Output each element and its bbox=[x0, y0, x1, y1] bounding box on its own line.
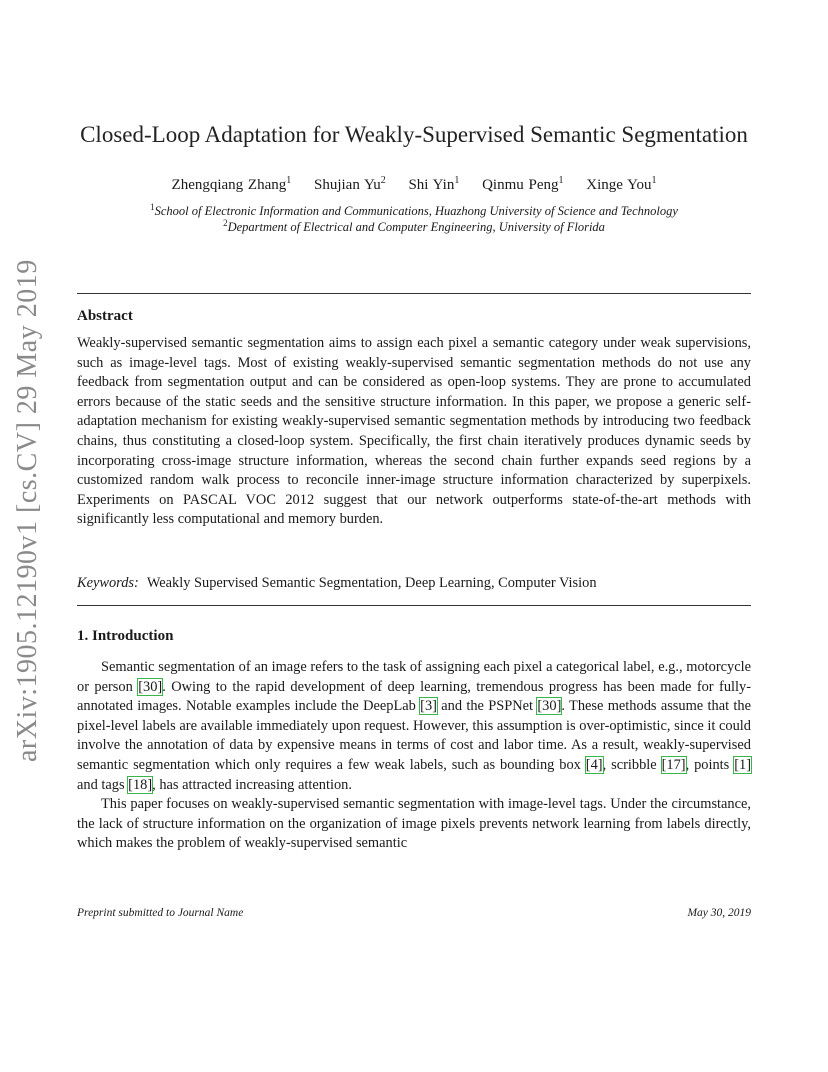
paragraph: Semantic segmentation of an image refers to the task of assigning each pixel a categorical label, e.g., motorcycle or person [30]. Owing to the rapid development of deep learning, tremendous progress has been made for fully-annotated images. Notable examples include the DeepLab [3] and the PSPNet [30]. These methods assume that the pixel-level labels are available immediately upon request. However, this assumption is over-optimistic, since it could involve the annotation of data by expensive means in terms of cost and labor time. As a result, weakly-supervised semantic segmentation which only requires a few weak labels, such as bounding box [4], scribble [17], points [1] and tags [18], has attracted increasing attention. bbox=[77, 659, 751, 793]
author-list bbox=[0, 175, 828, 194]
paper-title: Closed-Loop Adaptation for Weakly-Supervised Semantic Segmentation bbox=[80, 122, 748, 147]
affiliation: $^2$Department of Electrical and Computer Engineering, University of Florida bbox=[223, 218, 605, 235]
arxiv-identifier: arXiv:1905.12190v1 [cs.CV] 29 May 2019 bbox=[12, 259, 43, 762]
author: Shujian Yu$^2$ bbox=[314, 175, 386, 193]
introduction-heading: 1. Introduction bbox=[77, 628, 174, 644]
paragraph: This paper focuses on weakly-supervised semantic segmentation with image-level tags. Under the circumstance, the lack of structure information on the organization of image pixels prevents network learning from labels directly, which makes the problem of weakly-supervised semantic bbox=[77, 796, 751, 852]
abstract-text: Weakly-supervised semantic segmentation aims to assign each pixel a semantic category under weak supervisions, such as image-level tags. Most of existing weakly-supervised semantic segmentation methods do not use any feedback from segmentation output and can be considered as open-loop systems. They are prone to accumulated errors because of the static seeds and the sensitive structure information. In this paper, we propose a generic self-adaptation mechanism for existing weakly-supervised semantic segmentation methods by introducing two feedback chains, thus constituting a closed-loop system. Specifically, the first chain iteratively produces dynamic seeds by incorporating cross-image structure information, whereas the second chain further expands seed regions by a customized random walk process to reconcile inner-image structure information characterized by superpixels. Experiments on PASCAL VOC 2012 suggest that our network outperforms state-of-the-art methods with significantly less computational and memory burden. bbox=[77, 335, 751, 528]
keywords-label: Keywords: bbox=[77, 575, 139, 591]
citation-link[interactable]: [30] bbox=[537, 698, 562, 715]
affiliation: $^1$School of Electronic Information and Communications, Huazhong University of Science and Technology bbox=[150, 202, 678, 219]
citation-link[interactable]: [30] bbox=[138, 678, 163, 695]
top-rule bbox=[77, 293, 751, 294]
footer-preprint-note: Preprint submitted to Journal Name bbox=[77, 907, 244, 919]
citation-link[interactable]: [4] bbox=[585, 756, 603, 773]
author: Shi Yin$^1$ bbox=[408, 175, 460, 193]
citation-link[interactable]: [18] bbox=[128, 776, 153, 793]
footer-date: May 30, 2019 bbox=[687, 907, 751, 919]
keywords-text: Weakly Supervised Semantic Segmentation, Deep Learning, Computer Vision bbox=[146, 575, 597, 591]
author: Qinmu Peng$^1$ bbox=[482, 175, 564, 193]
bottom-rule bbox=[77, 605, 751, 606]
citation-link[interactable]: [3] bbox=[420, 698, 437, 715]
author: Zhengqiang Zhang$^1$ bbox=[171, 175, 292, 193]
citation-link[interactable]: [17] bbox=[661, 756, 686, 773]
introduction-text bbox=[77, 658, 751, 854]
keywords bbox=[77, 575, 751, 592]
abstract-heading: Abstract bbox=[77, 308, 133, 324]
citation-link[interactable]: [1] bbox=[734, 756, 751, 773]
author: Xinge You$^1$ bbox=[586, 175, 657, 193]
